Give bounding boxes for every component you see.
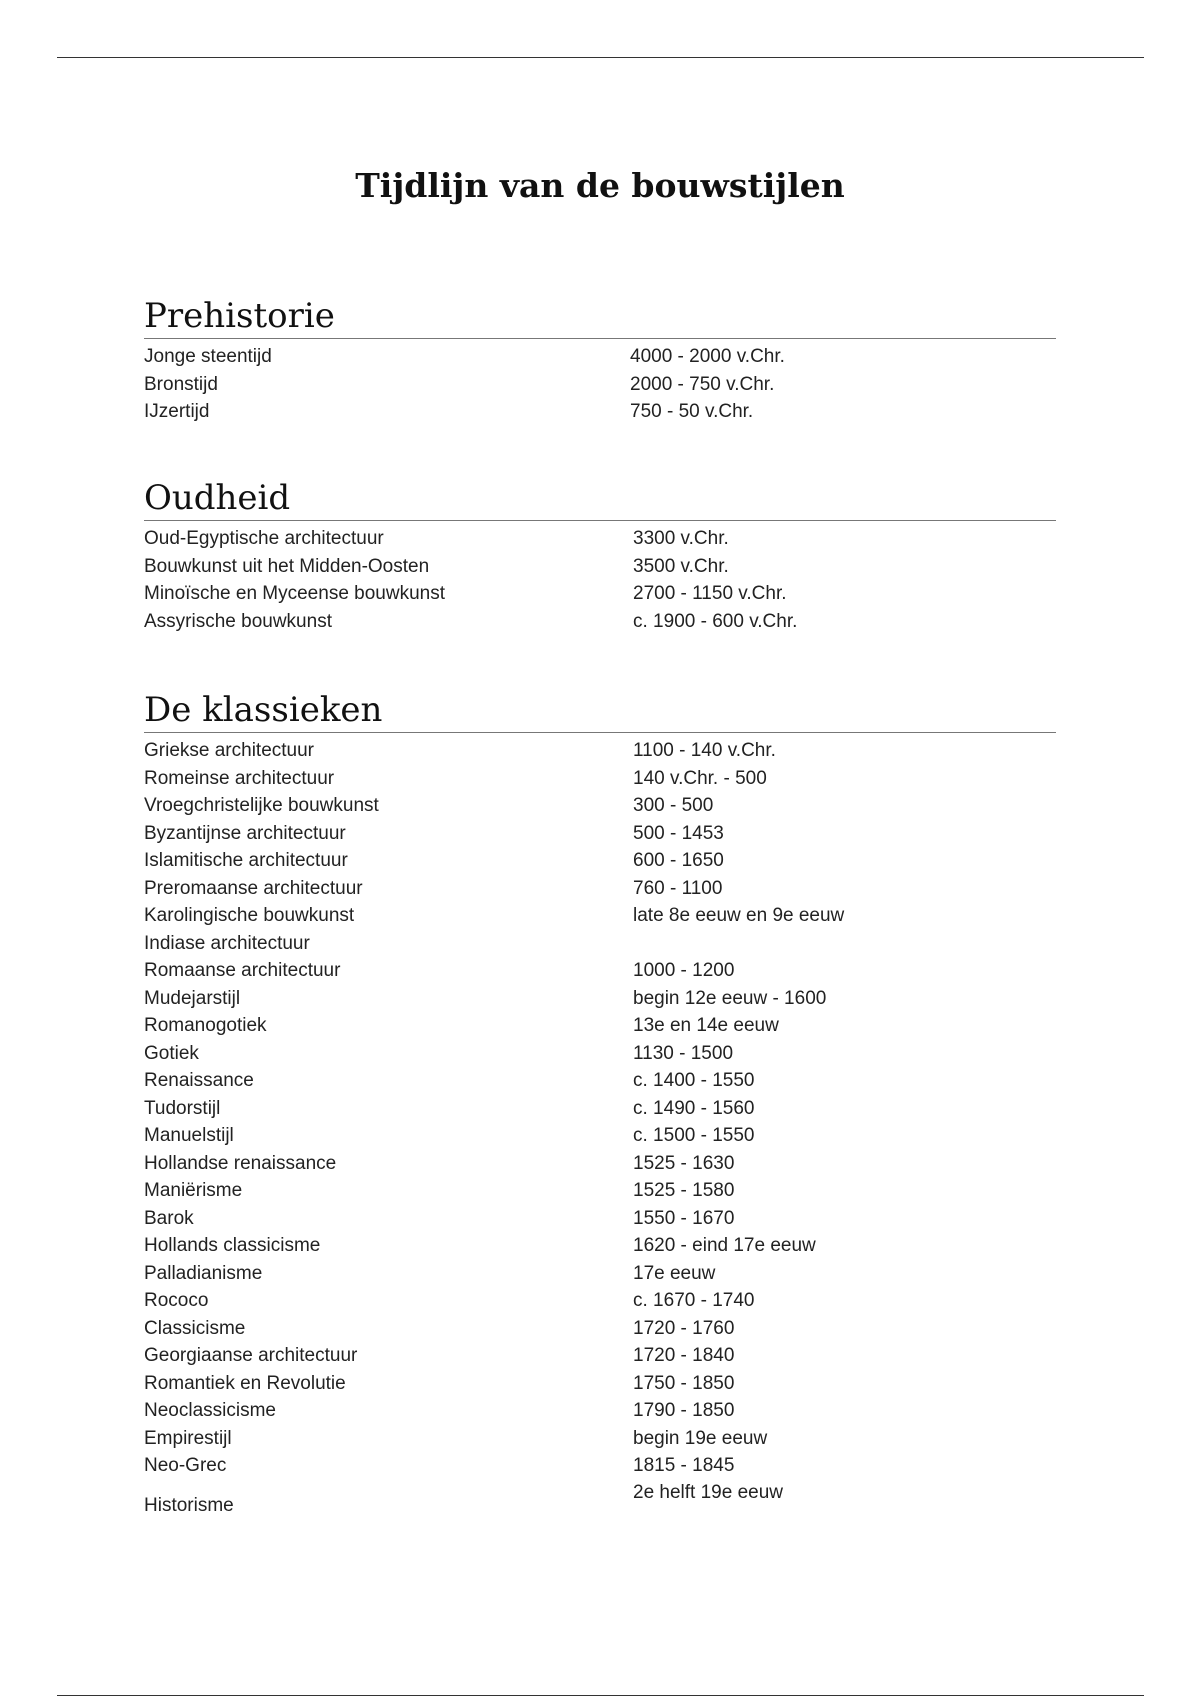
style-name: Assyrische bouwkunst (144, 610, 332, 632)
style-period: 1100 - 140 v.Chr. (633, 740, 776, 761)
style-name: Indiase architectuur (144, 932, 310, 954)
style-name: Byzantijnse architectuur (144, 822, 346, 844)
style-name: Minoïsche en Myceense bouwkunst (144, 583, 445, 604)
style-period: 1790 - 1850 (633, 1400, 735, 1421)
section-prehistorie (144, 296, 1056, 426)
style-period: 3500 v.Chr. (633, 555, 729, 577)
style-name: Griekse architectuur (144, 740, 315, 761)
section-de-klassieken (144, 690, 1056, 1520)
bottom-rule (57, 1695, 1144, 1696)
timeline-row (144, 580, 1056, 608)
style-name: Classicisme (144, 1317, 246, 1339)
style-period: 1130 - 1500 (633, 1042, 734, 1064)
timeline-row (144, 1397, 1056, 1425)
timeline-row (144, 398, 1056, 426)
page-title: Tijdlijn van de bouwstijlen (355, 166, 845, 205)
style-period: 600 - 1650 (633, 850, 724, 871)
style-period: 750 - 50 v.Chr. (630, 401, 754, 422)
timeline-row (144, 1480, 1056, 1520)
style-name: Empirestijl (144, 1427, 232, 1449)
timeline-row (144, 1040, 1056, 1068)
style-name: Georgiaanse architectuur (144, 1345, 358, 1366)
timeline-row (144, 1260, 1056, 1288)
style-period: 1720 - 1760 (633, 1317, 735, 1339)
timeline-row (144, 1012, 1056, 1040)
style-name: Mudejarstijl (144, 987, 241, 1009)
style-name: Romeinse architectuur (144, 767, 335, 789)
style-period: 1620 - eind 17e eeuw (633, 1235, 816, 1256)
timeline-row (144, 1067, 1056, 1095)
timeline-row (144, 525, 1056, 553)
style-name: Gotiek (144, 1042, 199, 1064)
style-period: 1720 - 1840 (633, 1345, 735, 1366)
style-name: Romantiek en Revolutie (144, 1372, 346, 1394)
style-period: late 8e eeuw en 9e eeuw (633, 905, 845, 926)
style-period: 1815 - 1845 (633, 1455, 735, 1476)
timeline-row (144, 1095, 1056, 1123)
style-period: c. 1400 - 1550 (633, 1070, 755, 1091)
timeline-row (144, 1177, 1056, 1205)
timeline-row (144, 1342, 1056, 1370)
top-rule (57, 57, 1144, 58)
section-heading: De klassieken (144, 690, 1056, 733)
style-name: Islamitische architectuur (144, 850, 348, 871)
style-period: 17e eeuw (633, 1262, 716, 1284)
style-period: c. 1490 - 1560 (633, 1097, 755, 1119)
style-period: 3300 v.Chr. (633, 528, 729, 549)
style-name: Historisme (144, 1494, 234, 1516)
section-heading: Oudheid (144, 478, 1056, 521)
timeline-row (144, 985, 1056, 1013)
style-period: 760 - 1100 (633, 877, 723, 899)
style-period: 1550 - 1670 (633, 1207, 735, 1229)
style-period: 300 - 500 (633, 795, 714, 816)
timeline-row (144, 1425, 1056, 1453)
style-period: 140 v.Chr. - 500 (633, 767, 767, 789)
style-name: Tudorstijl (144, 1097, 221, 1119)
timeline-row (144, 875, 1056, 903)
style-name: Rococo (144, 1290, 209, 1311)
timeline-row (144, 820, 1056, 848)
style-period: 1525 - 1630 (633, 1152, 735, 1174)
timeline-row (144, 343, 1056, 371)
style-period: c. 1500 - 1550 (633, 1125, 755, 1146)
timeline-row (144, 371, 1056, 399)
style-name: Vroegchristelijke bouwkunst (144, 795, 379, 816)
style-period: 2700 - 1150 v.Chr. (633, 583, 787, 604)
style-name: Hollands classicisme (144, 1235, 321, 1256)
timeline-row (144, 553, 1056, 581)
timeline-row (144, 792, 1056, 820)
timeline-row (144, 847, 1056, 875)
section-heading: Prehistorie (144, 296, 1056, 339)
style-name: Manuelstijl (144, 1125, 234, 1146)
timeline-row (144, 1122, 1056, 1150)
style-period: 1000 - 1200 (633, 960, 735, 981)
section-oudheid (144, 478, 1056, 635)
timeline-row (144, 1370, 1056, 1398)
style-period: begin 19e eeuw (633, 1427, 768, 1449)
style-name: Hollandse renaissance (144, 1152, 337, 1174)
timeline-row (144, 1315, 1056, 1343)
style-name: Maniërisme (144, 1180, 243, 1201)
timeline-row (144, 1452, 1056, 1480)
style-period: 1525 - 1580 (633, 1180, 735, 1201)
style-name: Karolingische bouwkunst (144, 905, 355, 926)
style-name: Neoclassicisme (144, 1400, 276, 1421)
style-name: Palladianisme (144, 1262, 263, 1284)
timeline-row (144, 1205, 1056, 1233)
style-name: Oud-Egyptische architectuur (144, 528, 384, 549)
style-period: c. 1670 - 1740 (633, 1290, 755, 1311)
style-name: Bronstijd (144, 373, 218, 395)
style-period: 4000 - 2000 v.Chr. (630, 346, 785, 367)
timeline-row (144, 1232, 1056, 1260)
timeline-row (144, 765, 1056, 793)
style-name: Preromaanse architectuur (144, 877, 363, 899)
style-name: IJzertijd (144, 401, 210, 422)
style-period: 2e helft 19e eeuw (633, 1481, 784, 1503)
style-period: 1750 - 1850 (633, 1372, 735, 1394)
timeline-row (144, 957, 1056, 985)
style-period: 500 - 1453 (633, 822, 724, 844)
style-name: Bouwkunst uit het Midden-Oosten (144, 555, 430, 577)
style-period: 13e en 14e eeuw (633, 1015, 779, 1036)
timeline-row (144, 902, 1056, 930)
style-name: Neo-Grec (144, 1455, 227, 1476)
style-period: begin 12e eeuw - 1600 (633, 987, 827, 1009)
timeline-row (144, 608, 1056, 636)
style-period: c. 1900 - 600 v.Chr. (633, 610, 798, 632)
timeline-row (144, 1287, 1056, 1315)
style-period: 2000 - 750 v.Chr. (630, 373, 775, 395)
style-name: Romaanse architectuur (144, 960, 341, 981)
timeline-row (144, 737, 1056, 765)
timeline-row (144, 1150, 1056, 1178)
style-name: Barok (144, 1207, 194, 1229)
style-name: Romanogotiek (144, 1015, 267, 1036)
style-name: Renaissance (144, 1070, 254, 1091)
timeline-row (144, 930, 1056, 958)
style-name: Jonge steentijd (144, 346, 272, 367)
